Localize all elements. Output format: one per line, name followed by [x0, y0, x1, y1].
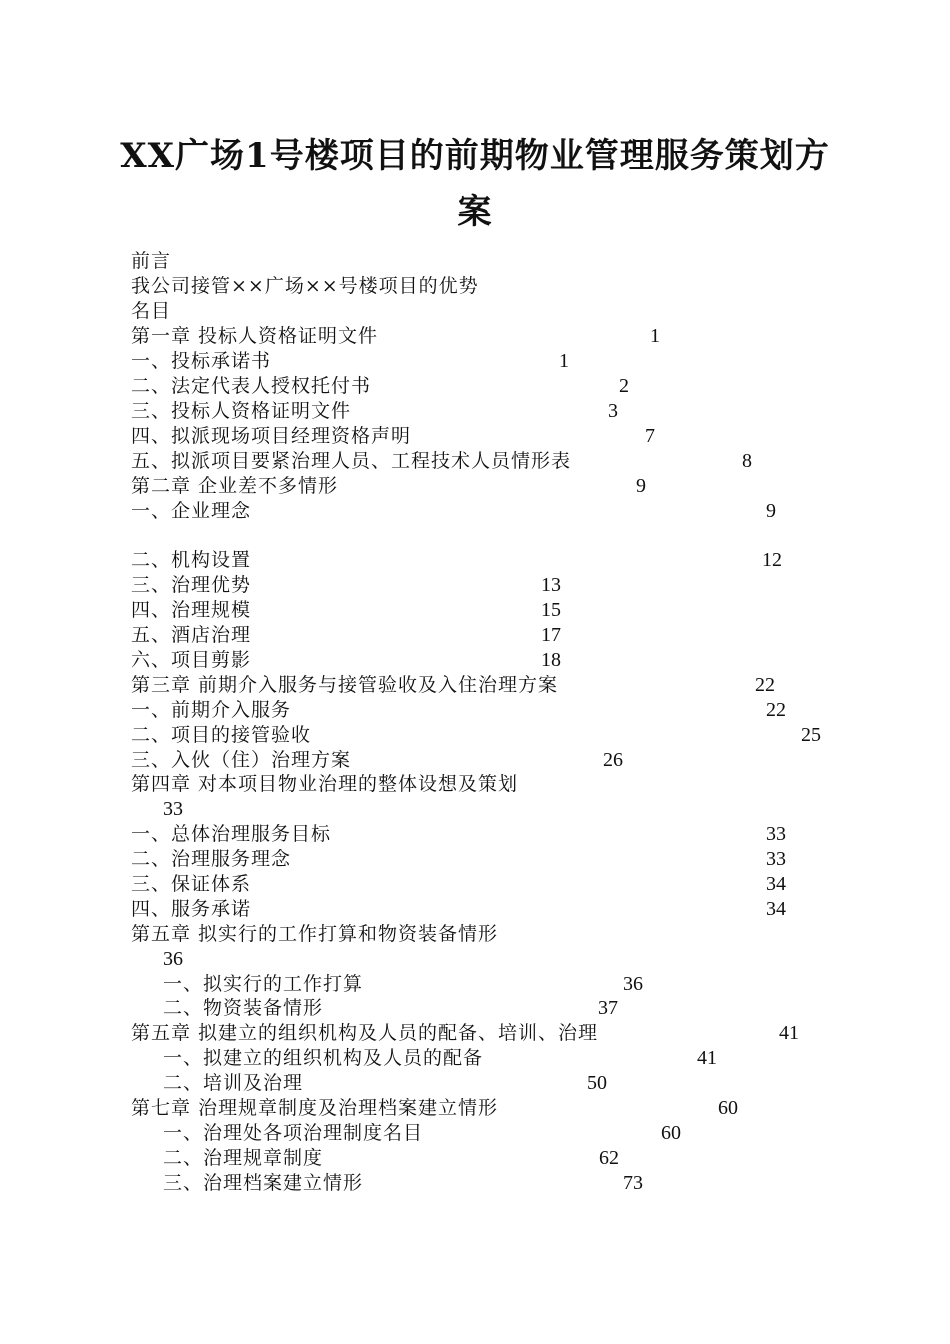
document-title-line-2: 案 [457, 192, 493, 232]
toc-entry-page: 60 [661, 1122, 681, 1144]
toc-entry [0, 822, 950, 846]
toc-entry [0, 249, 950, 273]
toc-entry [0, 723, 950, 747]
toc-entry-text: 三、治理优势 [131, 574, 252, 596]
toc-entry-page: 33 [163, 798, 183, 820]
toc-entry-text: 二、治理服务理念 [131, 848, 292, 870]
toc-entry-page: 33 [766, 823, 786, 845]
toc-entry [0, 374, 950, 398]
toc-entry-text: 一、治理处各项治理制度名目 [163, 1122, 424, 1144]
toc-entry-page: 22 [755, 674, 775, 696]
toc-entry-text: 一、前期介入服务 [131, 699, 292, 721]
toc-entry-text: 五、酒店治理 [131, 624, 252, 646]
toc-entry [0, 1121, 950, 1145]
toc-entry-page: 50 [587, 1072, 607, 1094]
toc-entry-text: 我公司接管××广场××号楼项目的优势 [131, 275, 479, 297]
toc-entry-page: 17 [541, 624, 561, 646]
toc-entry-text: 第二章 企业差不多情形 [131, 475, 339, 497]
toc-entry-text: 五、拟派项目要紧治理人员、工程技术人员情形表 [131, 450, 572, 472]
toc-entry-text: 六、项目剪影 [131, 649, 252, 671]
document-title [60, 128, 890, 240]
toc-entry-page: 26 [603, 749, 623, 771]
toc-entry [0, 499, 950, 523]
toc-entry [0, 996, 950, 1020]
toc-entry [0, 424, 950, 448]
toc-entry-page: 37 [598, 997, 618, 1019]
toc-entry-page: 13 [541, 574, 561, 596]
toc-entry-text: 三、投标人资格证明文件 [131, 400, 352, 422]
toc-entry [0, 1096, 950, 1120]
toc-entry [0, 847, 950, 871]
toc-entry-page: 62 [599, 1147, 619, 1169]
toc-entry-text: 二、法定代表人授权托付书 [131, 375, 372, 397]
toc-entry-text: 二、项目的接管验收 [131, 724, 312, 746]
toc-entry-text: 一、企业理念 [131, 500, 252, 522]
toc-entry [0, 1171, 950, 1195]
toc-entry [0, 797, 950, 821]
toc-entry-page: 25 [801, 724, 821, 746]
toc-entry [0, 1146, 950, 1170]
toc-entry [0, 698, 950, 722]
toc-entry-page: 7 [645, 425, 655, 447]
toc-entry-text: 第五章 拟实行的工作打算和物资装备情形 [131, 923, 499, 945]
toc-entry-text: 三、治理档案建立情形 [163, 1172, 364, 1194]
toc-entry-page: 15 [541, 599, 561, 621]
toc-entry-text: 三、保证体系 [131, 873, 252, 895]
toc-entry-page: 41 [697, 1047, 717, 1069]
toc-entry [0, 872, 950, 896]
toc-entry-page: 9 [766, 500, 776, 522]
toc-entry-text: 前言 [131, 250, 172, 272]
toc-entry-page: 2 [619, 375, 629, 397]
toc-entry [0, 449, 950, 473]
toc-entry-text: 第四章 对本项目物业治理的整体设想及策划 [131, 773, 519, 795]
toc-entry [0, 324, 950, 348]
toc-entry [0, 1046, 950, 1070]
toc-entry [0, 598, 950, 622]
toc-entry [0, 922, 950, 946]
toc-entry [0, 474, 950, 498]
toc-entry [0, 748, 950, 772]
toc-entry-text: 第三章 前期介入服务与接管验收及入住治理方案 [131, 674, 559, 696]
toc-entry-text: 一、总体治理服务目标 [131, 823, 332, 845]
toc-entry-text: 一、投标承诺书 [131, 350, 272, 372]
toc-entry-page: 3 [608, 400, 618, 422]
toc-entry [0, 947, 950, 971]
toc-entry-page: 34 [766, 873, 786, 895]
toc-entry [0, 573, 950, 597]
toc-entry [0, 772, 950, 796]
toc-entry [0, 897, 950, 921]
toc-entry [0, 349, 950, 373]
toc-entry [0, 1071, 950, 1095]
toc-entry [0, 399, 950, 423]
toc-entry-text: 二、物资装备情形 [163, 997, 324, 1019]
toc-entry-text: 四、治理规模 [131, 599, 252, 621]
toc-entry [0, 548, 950, 572]
toc-entry-page: 1 [650, 325, 660, 347]
toc-entry-page: 36 [163, 948, 183, 970]
toc-entry-page: 9 [636, 475, 646, 497]
toc-entry-text: 名目 [131, 300, 172, 322]
toc-entry-text: 四、拟派现场项目经理资格声明 [131, 425, 412, 447]
toc-entry [0, 648, 950, 672]
toc-entry-page: 8 [742, 450, 752, 472]
toc-entry-page: 22 [766, 699, 786, 721]
toc-entry-text: 第五章 拟建立的组织机构及人员的配备、培训、治理 [131, 1022, 599, 1044]
toc-entry [0, 623, 950, 647]
toc-entry-page: 34 [766, 898, 786, 920]
toc-entry-text: 三、入伙（住）治理方案 [131, 749, 352, 771]
toc-entry-text: 二、治理规章制度 [163, 1147, 324, 1169]
toc-entry-text: 一、拟实行的工作打算 [163, 973, 364, 995]
toc-entry-page: 41 [779, 1022, 799, 1044]
toc-entry [0, 972, 950, 996]
toc-entry-text: 一、拟建立的组织机构及人员的配备 [163, 1047, 484, 1069]
toc-entry-text: 二、机构设置 [131, 549, 252, 571]
toc-entry [0, 1021, 950, 1045]
document-title-line-1: XX广场1号楼项目的前期物业管理服务策划方 [120, 136, 830, 176]
toc-entry [0, 274, 950, 298]
toc-entry-text: 四、服务承诺 [131, 898, 252, 920]
toc-entry-page: 18 [541, 649, 561, 671]
toc-entry [0, 299, 950, 323]
toc-entry-page: 33 [766, 848, 786, 870]
toc-entry-text: 二、培训及治理 [163, 1072, 304, 1094]
toc-entry-text: 第七章 治理规章制度及治理档案建立情形 [131, 1097, 499, 1119]
toc-entry [0, 673, 950, 697]
toc-entry-page: 1 [559, 350, 569, 372]
toc-entry-page: 36 [623, 973, 643, 995]
toc-entry-page: 60 [718, 1097, 738, 1119]
toc-entry-text: 第一章 投标人资格证明文件 [131, 325, 379, 347]
toc-entry-page: 12 [762, 549, 782, 571]
toc-entry-page: 73 [623, 1172, 643, 1194]
